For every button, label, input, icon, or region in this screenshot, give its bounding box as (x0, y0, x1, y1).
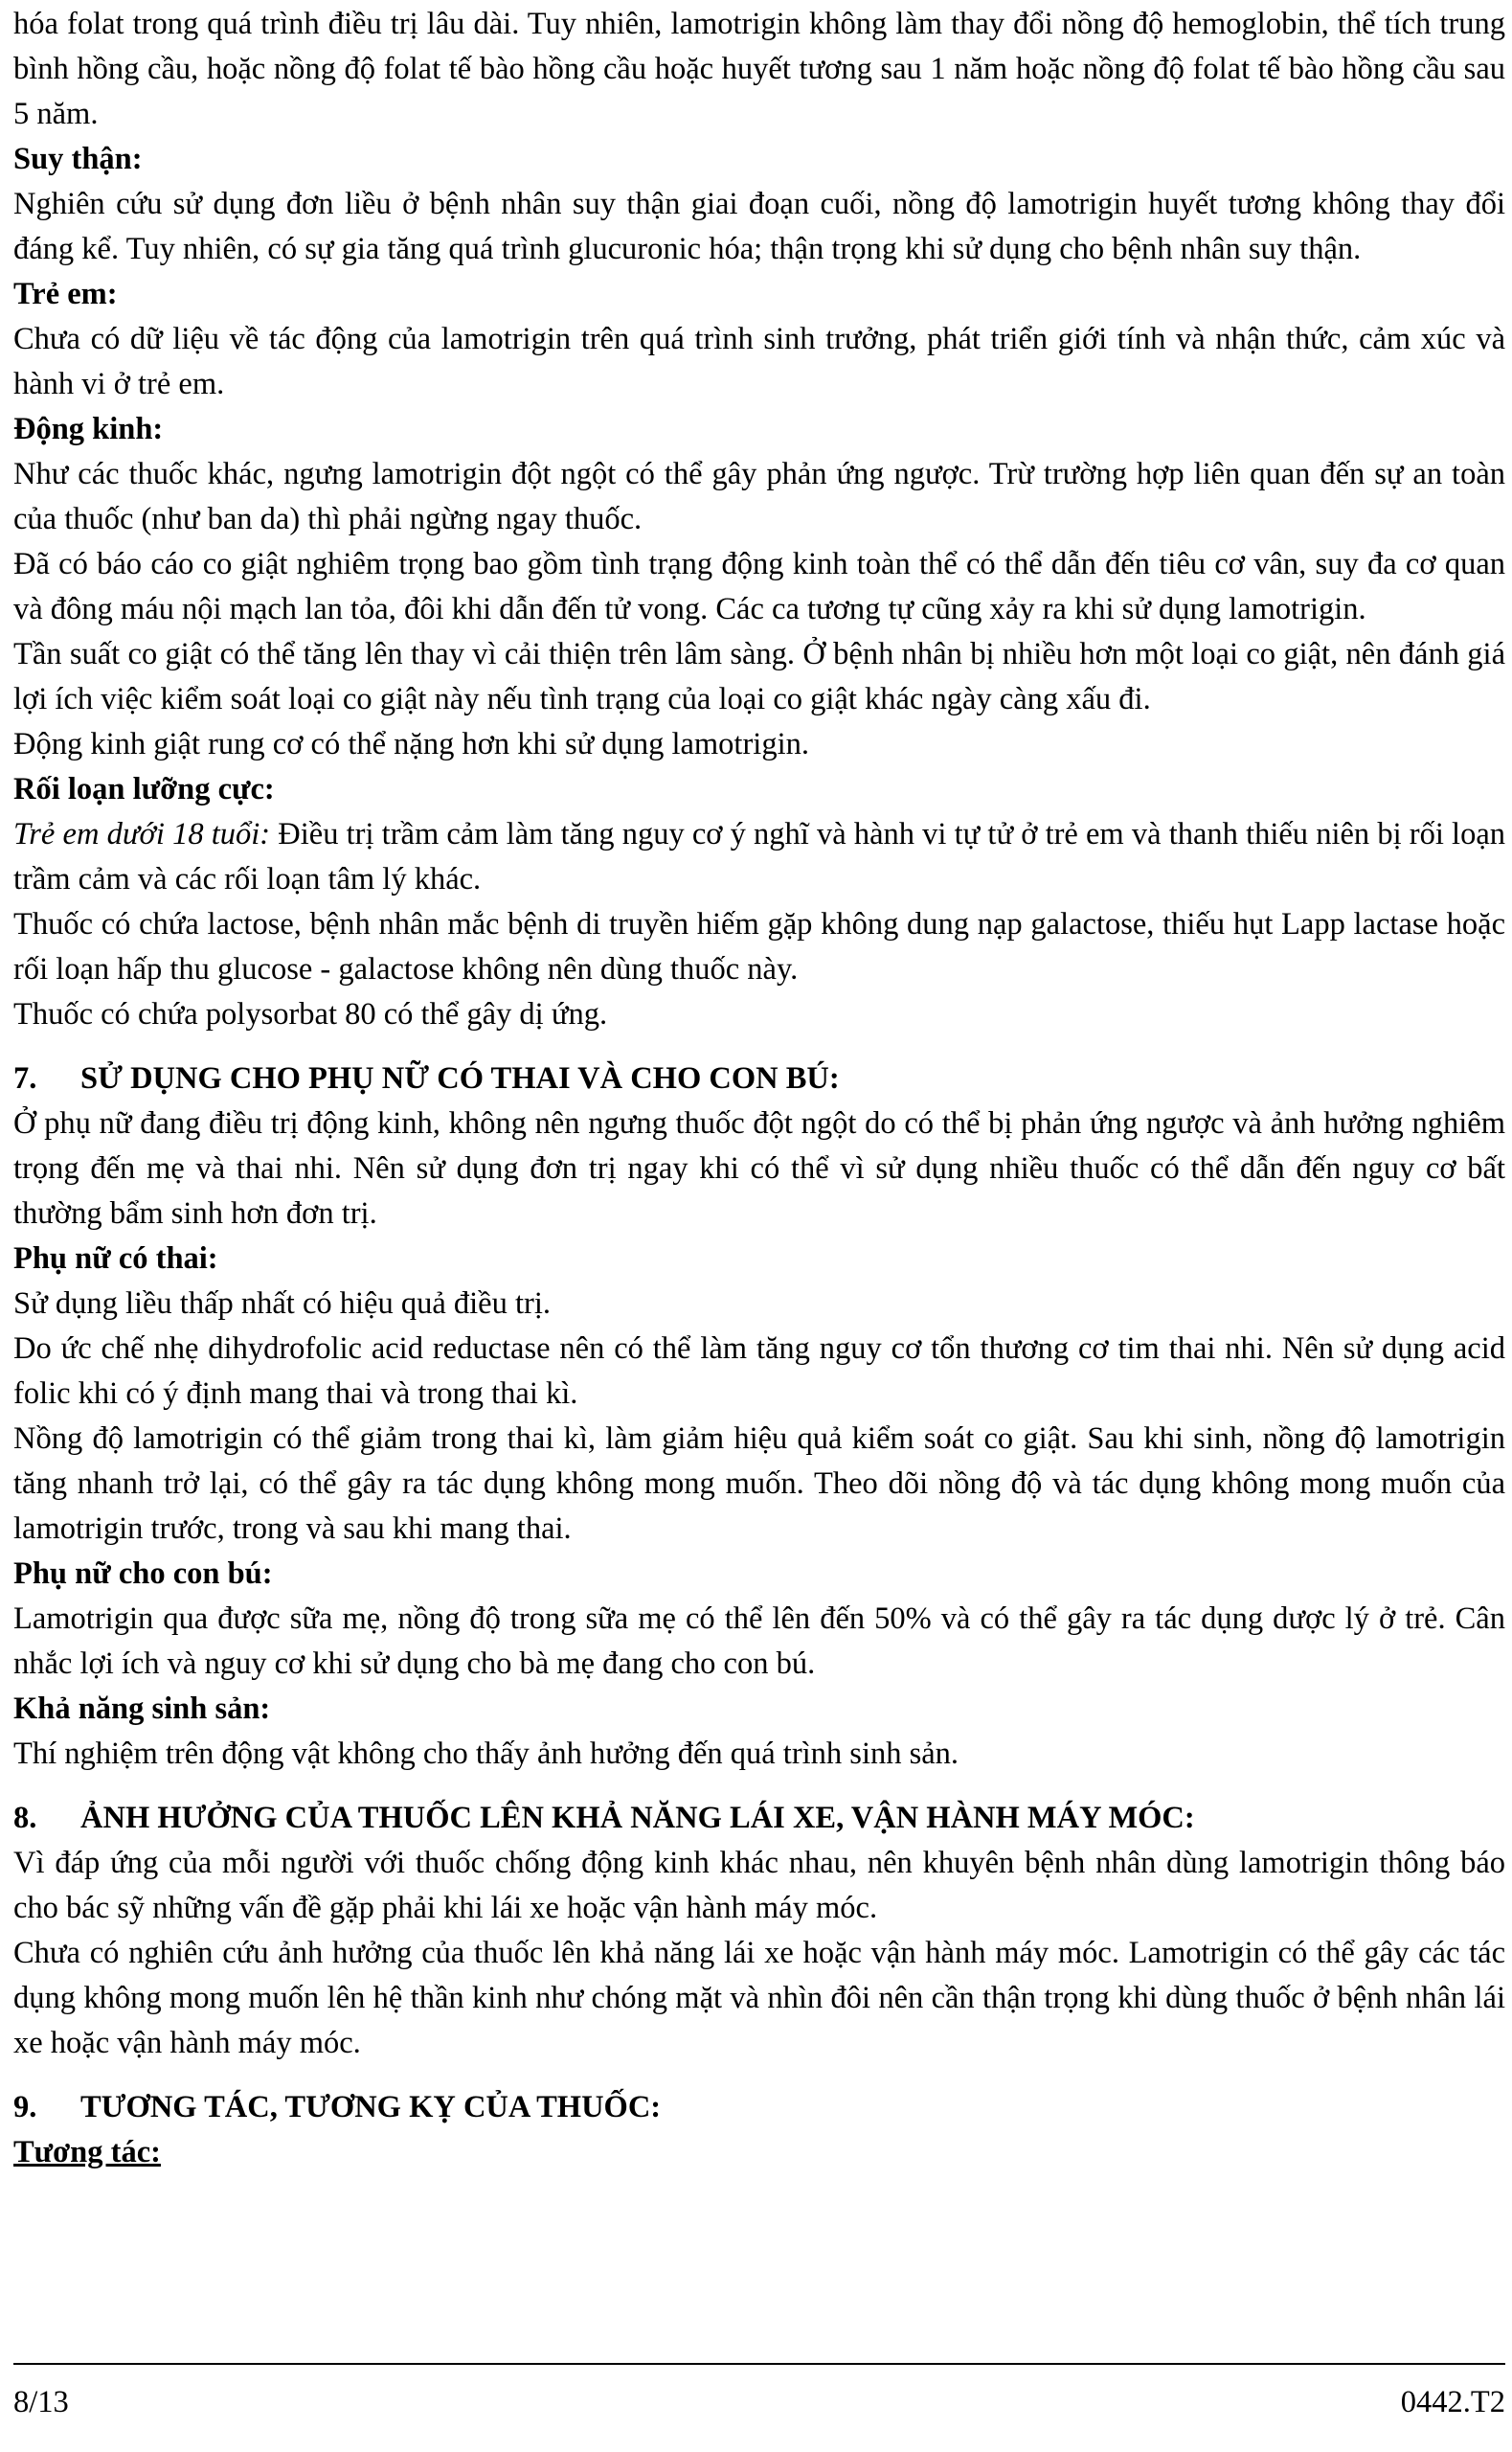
paragraph: Chưa có dữ liệu về tác động của lamotrigin trên quá trình sinh trưởng, phát triển giới tính và nhận thức, cảm xúc và hành vi ở trẻ em. (13, 322, 1505, 401)
paragraph: Do ức chế nhẹ dihydrofolic acid reductase nên có thể làm tăng nguy cơ tổn thương cơ tim thai nhi. Nên sử dụng acid folic khi có ý định mang thai và trong thai kì. (13, 1331, 1505, 1411)
page-number: 8/13 (13, 2385, 69, 2419)
document-code: 0442.T2 (1400, 2385, 1505, 2419)
paragraph-text: Điều trị trầm cảm làm tăng nguy cơ ý nghĩ và hành vi tự tử ở trẻ em và thanh thiếu niên bị rối loạn trầm cảm và các rối loạn tâm lý khác. (13, 817, 1505, 897)
section-title: ẢNH HƯỞNG CỦA THUỐC LÊN KHẢ NĂNG LÁI XE, VẬN HÀNH MÁY MÓC: (80, 1801, 1195, 1835)
footer-divider (13, 2363, 1505, 2365)
italic-lead: Trẻ em dưới 18 tuổi: (13, 817, 271, 851)
paragraph: Thuốc có chứa polysorbat 80 có thể gây dị ứng. (13, 997, 608, 1032)
section-title: SỬ DỤNG CHO PHỤ NỮ CÓ THAI VÀ CHO CON BÚ: (80, 1061, 840, 1096)
paragraph: Lamotrigin qua được sữa mẹ, nồng độ trong sữa mẹ có thể lên đến 50% và có thể gây ra tác dụng dược lý ở trẻ. Cân nhắc lợi ích và nguy cơ khi sử dụng cho bà mẹ đang cho con bú. (13, 1601, 1505, 1681)
subheading-epilepsy: Động kinh: (13, 412, 164, 446)
paragraph: Sử dụng liều thấp nhất có hiệu quả điều trị. (13, 1286, 551, 1321)
subheading-interactions: Tương tác: (13, 2135, 161, 2169)
paragraph: Thí nghiệm trên động vật không cho thấy ảnh hưởng đến quá trình sinh sản. (13, 1737, 959, 1771)
document-page (13, 2, 1505, 2175)
section-title: TƯƠNG TÁC, TƯƠNG KỴ CỦA THUỐC: (80, 2090, 662, 2124)
paragraph: Vì đáp ứng của mỗi người với thuốc chống động kinh khác nhau, nên khuyên bệnh nhân dùng lamotrigin thông báo cho bác sỹ những vấn đề gặp phải khi lái xe hoặc vận hành máy móc. (13, 1846, 1505, 1925)
subheading-bipolar: Rối loạn lưỡng cực: (13, 772, 275, 806)
paragraph: Chưa có nghiên cứu ảnh hưởng của thuốc lên khả năng lái xe hoặc vận hành máy móc. Lamotrigin có thể gây các tác dụng không mong muốn lên hệ thần kinh như chóng mặt và nhìn đôi nên cần thận trọng khi dùng thuốc ở bệnh nhân lái xe hoặc vận hành máy móc. (13, 1936, 1505, 2060)
section-heading-8 (13, 1796, 1505, 1841)
subheading-pregnant: Phụ nữ có thai: (13, 1241, 218, 1276)
subheading-breastfeeding: Phụ nữ cho con bú: (13, 1556, 273, 1591)
paragraph: Ở phụ nữ đang điều trị động kinh, không nên ngưng thuốc đột ngột do có thể bị phản ứng ngược và ảnh hưởng nghiêm trọng đến mẹ và thai nhi. Nên sử dụng đơn trị ngay khi có thể vì sử dụng nhiều thuốc có thể dẫn đến nguy cơ bất thường bẩm sinh hơn đơn trị. (13, 1106, 1505, 1231)
subheading-renal: Suy thận: (13, 142, 143, 176)
subheading-children: Trẻ em: (13, 277, 118, 311)
section-heading-7 (13, 1056, 1505, 1101)
paragraph: Như các thuốc khác, ngưng lamotrigin đột ngột có thể gây phản ứng ngược. Trừ trường hợp liên quan đến sự an toàn của thuốc (như ban da) thì phải ngừng ngay thuốc. (13, 457, 1505, 536)
section-number: 8. (13, 1801, 37, 1835)
paragraph: Đã có báo cáo co giật nghiêm trọng bao gồm tình trạng động kinh toàn thể có thể dẫn đến tiêu cơ vân, suy đa cơ quan và đông máu nội mạch lan tỏa, đôi khi dẫn đến tử vong. Các ca tương tự cũng xảy ra khi sử dụng lamotrigin. (13, 547, 1505, 626)
page-footer (13, 2383, 1505, 2421)
paragraph (13, 812, 1505, 902)
paragraph: Nồng độ lamotrigin có thể giảm trong thai kì, làm giảm hiệu quả kiểm soát co giật. Sau khi sinh, nồng độ lamotrigin tăng nhanh trở lại, có thể gây ra tác dụng không mong muốn. Theo dõi nồng độ và tác dụng không mong muốn của lamotrigin trước, trong và sau khi mang thai. (13, 1421, 1505, 1546)
paragraph: Tần suất co giật có thể tăng lên thay vì cải thiện trên lâm sàng. Ở bệnh nhân bị nhiều hơn một loại co giật, nên đánh giá lợi ích việc kiểm soát loại co giật này nếu tình trạng của loại co giật khác ngày càng xấu đi. (13, 637, 1505, 716)
paragraph: Thuốc có chứa lactose, bệnh nhân mắc bệnh di truyền hiếm gặp không dung nạp galactose, thiếu hụt Lapp lactase hoặc rối loạn hấp thu glucose - galactose không nên dùng thuốc này. (13, 907, 1505, 987)
section-number: 9. (13, 2090, 37, 2124)
section-number: 7. (13, 1061, 37, 1096)
paragraph: Động kinh giật rung cơ có thể nặng hơn khi sử dụng lamotrigin. (13, 727, 809, 761)
section-heading-9 (13, 2085, 1505, 2130)
subheading-fertility: Khả năng sinh sản: (13, 1691, 271, 1726)
paragraph: hóa folat trong quá trình điều trị lâu dài. Tuy nhiên, lamotrigin không làm thay đổi nồng độ hemoglobin, thể tích trung bình hồng cầu, hoặc nồng độ folat tế bào hồng cầu hoặc huyết tương sau 1 năm hoặc nồng độ folat tế bào hồng cầu sau 5 năm. (13, 7, 1505, 131)
paragraph: Nghiên cứu sử dụng đơn liều ở bệnh nhân suy thận giai đoạn cuối, nồng độ lamotrigin huyết tương không thay đổi đáng kể. Tuy nhiên, có sự gia tăng quá trình glucuronic hóa; thận trọng khi sử dụng cho bệnh nhân suy thận. (13, 187, 1505, 266)
